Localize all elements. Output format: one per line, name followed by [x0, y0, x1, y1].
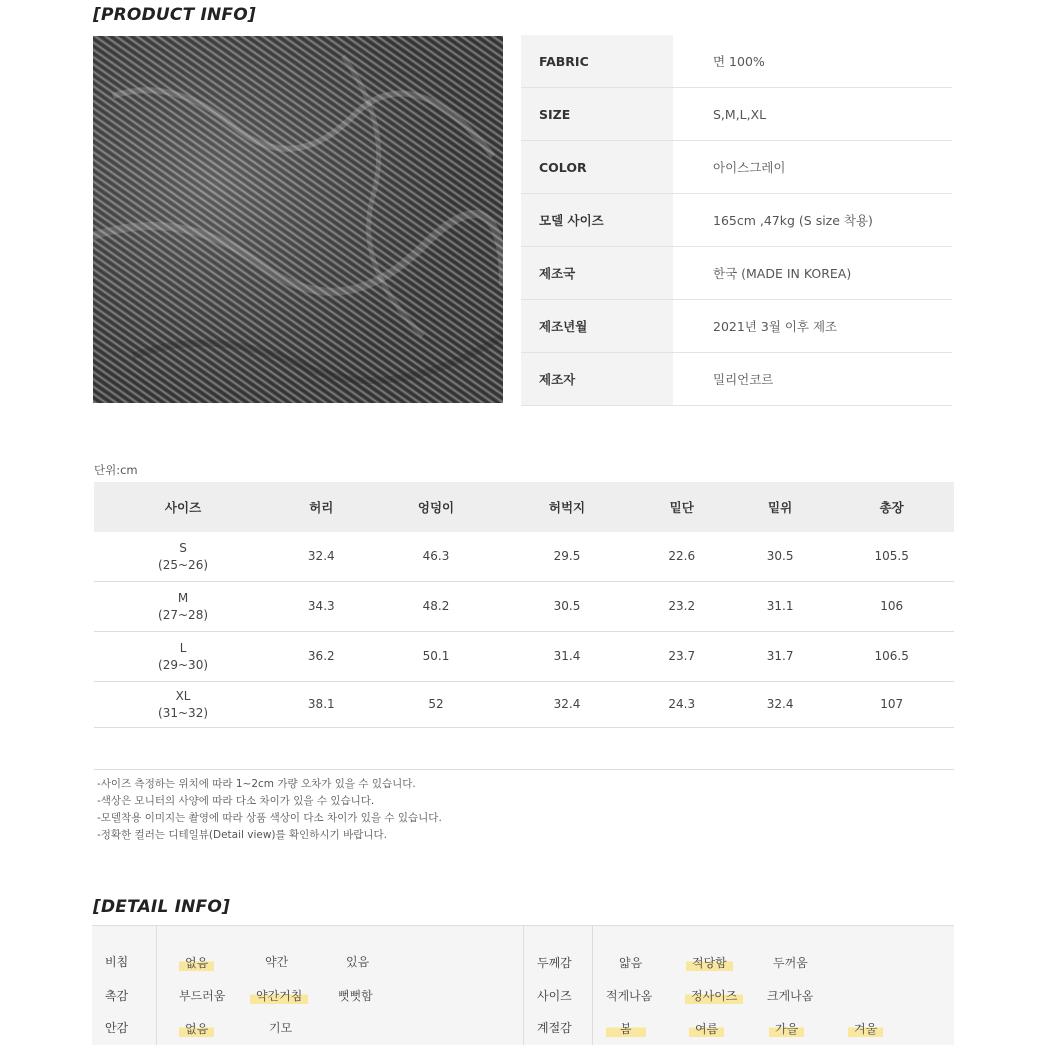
divider [94, 769, 954, 770]
size-range: (27~28) [158, 607, 209, 622]
info-value: 밀리언코르 [673, 353, 952, 406]
info-value: 면 100% [673, 35, 952, 88]
info-row [521, 35, 952, 88]
table-cell: 30.5 [731, 532, 829, 582]
info-label: 모델 사이즈 [521, 194, 673, 247]
detail-info-title: [DETAIL INFO] [93, 897, 230, 917]
info-label: SIZE [521, 88, 673, 141]
info-label: 제조년월 [521, 300, 673, 353]
info-value: 한국 (MADE IN KOREA) [673, 247, 952, 300]
note-line: -사이즈 측정하는 위치에 따라 1~2cm 가량 오차가 있을 수 있습니다. [97, 778, 416, 790]
detail-option-selected: 적당함 [686, 954, 733, 971]
size-range: (31~32) [158, 705, 209, 720]
detail-option: 뻣뻣함 [338, 989, 373, 1003]
header-cell: 허리 [272, 482, 370, 532]
header-cell: 사이즈 [94, 482, 272, 532]
info-row [521, 194, 952, 247]
table-cell: 32.4 [502, 682, 633, 728]
detail-option: 기모 [269, 1021, 293, 1035]
table-cell: 23.2 [633, 582, 731, 632]
detail-label: 촉감 [105, 989, 129, 1003]
table-cell: 31.1 [731, 582, 829, 632]
notes-block [97, 776, 442, 844]
product-info-title: [PRODUCT INFO] [93, 5, 256, 25]
size-name: XL [175, 688, 191, 703]
detail-option-selected: 봄 [606, 1020, 646, 1037]
info-row [521, 247, 952, 300]
unit-label: 단위:cm [94, 463, 138, 477]
info-value: 아이스그레이 [673, 141, 952, 194]
header-cell: 밑단 [633, 482, 731, 532]
table-cell: 52 [370, 682, 501, 728]
info-value: 165cm ,47kg (S size 착용) [673, 194, 952, 247]
table-cell: 31.7 [731, 632, 829, 682]
header-cell: 밑위 [731, 482, 829, 532]
info-row [521, 300, 952, 353]
size-range: (29~30) [158, 657, 209, 672]
detail-option-selected: 정사이즈 [685, 987, 743, 1004]
divider [592, 926, 593, 1045]
table-cell: 29.5 [502, 532, 633, 582]
info-label: 제조국 [521, 247, 673, 300]
info-label: FABRIC [521, 35, 673, 88]
note-line: -모델착용 이미지는 촬영에 따라 상품 색상이 다소 차이가 있을 수 있습니다. [97, 812, 442, 824]
table-cell: 50.1 [370, 632, 501, 682]
table-row [94, 632, 954, 682]
divider [523, 926, 524, 1045]
table-cell: 107 [829, 682, 954, 728]
table-cell: 106.5 [829, 632, 954, 682]
table-cell: 34.3 [272, 582, 370, 632]
table-row [94, 682, 954, 728]
size-cell [94, 532, 272, 582]
size-cell [94, 582, 272, 632]
table-cell: 106 [829, 582, 954, 632]
fabric-swatch-image [93, 36, 503, 403]
note-line: -색상은 모니터의 사양에 따라 다소 차이가 있을 수 있습니다. [97, 795, 375, 807]
info-row [521, 141, 952, 194]
detail-option-selected: 약간거침 [250, 987, 308, 1004]
table-cell: 23.7 [633, 632, 731, 682]
detail-option: 부드러움 [179, 989, 226, 1003]
detail-option-selected: 가을 [769, 1020, 804, 1037]
table-cell: 46.3 [370, 532, 501, 582]
table-cell: 105.5 [829, 532, 954, 582]
detail-label: 비침 [105, 955, 129, 969]
table-cell: 31.4 [502, 632, 633, 682]
table-cell: 22.6 [633, 532, 731, 582]
header-cell: 총장 [829, 482, 954, 532]
info-row [521, 353, 952, 406]
table-cell: 48.2 [370, 582, 501, 632]
info-label: 제조자 [521, 353, 673, 406]
detail-option-selected: 여름 [689, 1020, 724, 1037]
table-cell: 30.5 [502, 582, 633, 632]
table-cell: 38.1 [272, 682, 370, 728]
size-cell [94, 632, 272, 682]
detail-option: 두꺼움 [773, 956, 808, 970]
detail-option: 얇음 [619, 956, 643, 970]
product-info-table [521, 35, 952, 406]
detail-option-selected: 겨울 [848, 1020, 883, 1037]
detail-option: 적게나옴 [606, 989, 653, 1003]
detail-option-selected: 없음 [179, 1020, 214, 1037]
info-row [521, 88, 952, 141]
table-cell: 36.2 [272, 632, 370, 682]
divider [156, 926, 157, 1045]
detail-option: 약간 [265, 955, 289, 969]
detail-info-panel [92, 925, 954, 1045]
table-cell: 32.4 [731, 682, 829, 728]
detail-option: 있음 [346, 955, 370, 969]
size-cell [94, 682, 272, 728]
table-row [94, 532, 954, 582]
info-value: 2021년 3월 이후 제조 [673, 300, 952, 353]
header-cell: 엉덩이 [370, 482, 501, 532]
size-table [94, 482, 954, 728]
size-range: (25~26) [158, 557, 209, 572]
size-name: M [177, 590, 189, 605]
size-name: L [179, 640, 187, 655]
info-label: COLOR [521, 141, 673, 194]
detail-label: 계절감 [537, 1021, 572, 1035]
size-table-header [94, 482, 954, 532]
detail-option-selected: 없음 [179, 954, 214, 971]
table-cell: 32.4 [272, 532, 370, 582]
table-row [94, 582, 954, 632]
detail-label: 안감 [105, 1021, 129, 1035]
detail-option: 크게나옴 [767, 989, 814, 1003]
info-value: S,M,L,XL [673, 88, 952, 141]
header-cell: 허벅지 [502, 482, 633, 532]
size-name: S [179, 540, 187, 555]
note-line: -정확한 컬러는 디테일뷰(Detail view)를 확인하시기 바랍니다. [97, 829, 387, 841]
table-cell: 24.3 [633, 682, 731, 728]
detail-label: 두께감 [537, 956, 572, 970]
detail-label: 사이즈 [537, 989, 572, 1003]
